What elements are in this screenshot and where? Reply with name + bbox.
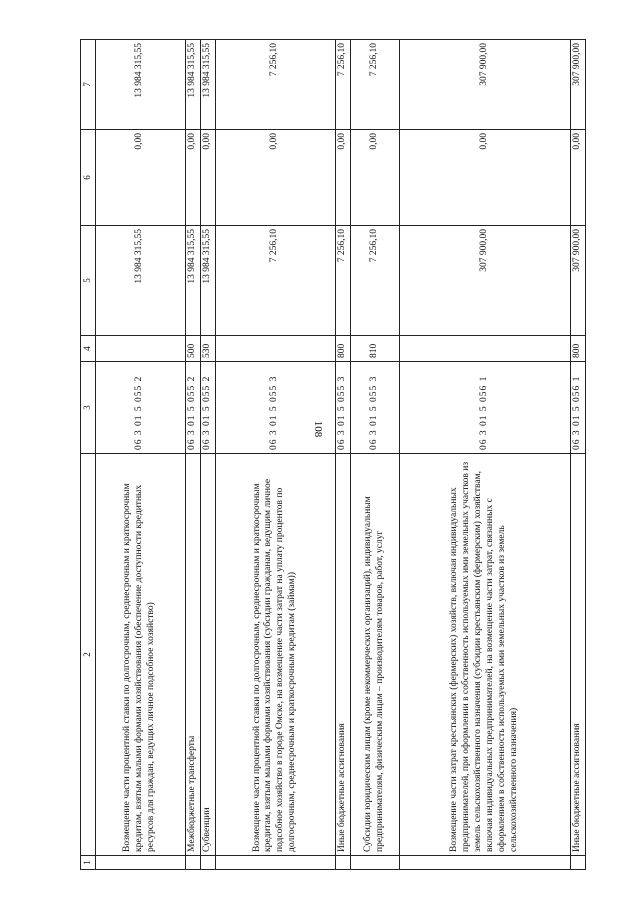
row-amount-6: 0,00	[200, 130, 215, 226]
header-col-3: 3	[81, 362, 96, 454]
row-amount-5: 7 256,10	[335, 226, 350, 336]
row-name: Межбюджетные трансферты	[185, 454, 200, 856]
row-amount-5: 307 900,00	[399, 226, 570, 336]
row-kvr	[96, 336, 186, 362]
row-name: Субвенции	[200, 454, 215, 856]
row-amount-7: 13 984 315,55	[200, 40, 215, 130]
table-row	[96, 40, 186, 870]
row-name: Иные бюджетные ассигнования	[335, 454, 350, 856]
row-kvr: 500	[185, 336, 200, 362]
row-kvr	[215, 336, 335, 362]
row-kvr: 800	[335, 336, 350, 362]
row-amount-6: 0,00	[96, 130, 186, 226]
row-amount-6: 0,00	[399, 130, 570, 226]
row-number	[399, 856, 570, 870]
row-amount-6: 0,00	[335, 130, 350, 226]
row-amount-6: 0,00	[215, 130, 335, 226]
row-kvr: 800	[570, 336, 585, 362]
budget-table	[80, 39, 586, 870]
header-row	[81, 40, 96, 870]
row-amount-7: 7 256,10	[335, 40, 350, 130]
table-row	[351, 40, 400, 870]
row-number	[215, 856, 335, 870]
row-kvr: 810	[351, 336, 400, 362]
header-col-1: 1	[81, 856, 96, 870]
rotated-page-content	[80, 40, 586, 870]
header-col-2: 2	[81, 454, 96, 856]
row-number	[570, 856, 585, 870]
row-amount-7: 7 256,10	[351, 40, 400, 130]
row-number	[200, 856, 215, 870]
row-amount-5: 13 984 315,55	[200, 226, 215, 336]
row-number	[351, 856, 400, 870]
header-col-5: 5	[81, 226, 96, 336]
row-amount-5: 13 984 315,55	[185, 226, 200, 336]
header-col-6: 6	[81, 130, 96, 226]
header-col-4: 4	[81, 336, 96, 362]
row-amount-6: 0,00	[570, 130, 585, 226]
table-row	[570, 40, 585, 870]
row-code: 06 3 01 5 055 2	[185, 362, 200, 454]
row-amount-5: 307 900,00	[570, 226, 585, 336]
row-amount-6: 0,00	[185, 130, 200, 226]
row-amount-7: 13 984 315,55	[96, 40, 186, 130]
row-amount-5: 13 984 315,55	[96, 226, 186, 336]
row-amount-7: 7 256,10	[215, 40, 335, 130]
row-number	[335, 856, 350, 870]
row-code: 06 3 01 5 056 1	[570, 362, 585, 454]
page-number: 108	[312, 420, 324, 438]
row-amount-6: 0,00	[351, 130, 400, 226]
row-code: 06 3 01 5 055 2	[200, 362, 215, 454]
row-code: 06 3 01 5 055 3	[351, 362, 400, 454]
row-amount-7: 307 900,00	[570, 40, 585, 130]
table-row	[215, 40, 335, 870]
row-kvr	[399, 336, 570, 362]
row-amount-7: 13 984 315,55	[185, 40, 200, 130]
row-name: Возмещение части затрат крестьянских (фермерских) хозяйств, включая индивидуальных предпринимателей, при оформлении в собственность используемых ими земельных участков из земель сельскохозяйственного назначения (субсидии крестьянским (фермерским) хозяйствам, включая индивидуальных предпринимателей, на возмещение части затрат, связанных с оформлением в собственность используемых ими земельных участков из земель сельскохозяйственного назначения)	[399, 454, 570, 856]
row-name: Иные бюджетные ассигнования	[570, 454, 585, 856]
table-row	[399, 40, 570, 870]
row-amount-7: 307 900,00	[399, 40, 570, 130]
row-kvr: 530	[200, 336, 215, 362]
row-code: 06 3 01 5 056 1	[399, 362, 570, 454]
header-col-7: 7	[81, 40, 96, 130]
row-code: 06 3 01 5 055 3	[335, 362, 350, 454]
table-row	[185, 40, 200, 870]
row-name: Возмещение части процентной ставки по долгосрочным, среднесрочным и краткосрочным кредитам, взятым малыми формами хозяйствования (субсидии гражданам, ведущим личное подсобное хозяйство в городе Омске, на возмещение части затрат на уплату процентов по долгосрочным, среднесрочным и краткосрочным кредитам (займам))	[215, 454, 335, 856]
row-code: 06 3 01 5 055 3	[215, 362, 335, 454]
table-row	[200, 40, 215, 870]
row-amount-5: 7 256,10	[351, 226, 400, 336]
row-name: Субсидии юридическим лицам (кроме некоммерческих организаций), индивидуальным предпринимателям, физическим лицам – производителям товаров, работ, услуг	[351, 454, 400, 856]
row-number	[185, 856, 200, 870]
row-number	[96, 856, 186, 870]
row-amount-5: 7 256,10	[215, 226, 335, 336]
row-name: Возмещение части процентной ставки по долгосрочным, среднесрочным и краткосрочным кредитам, взятым малыми формами хозяйствования (обеспечение доступности кредитных ресурсов для граждан, ведущих личное подсобное хозяйство)	[96, 454, 186, 856]
table-row	[335, 40, 350, 870]
row-code: 06 3 01 5 055 2	[96, 362, 186, 454]
